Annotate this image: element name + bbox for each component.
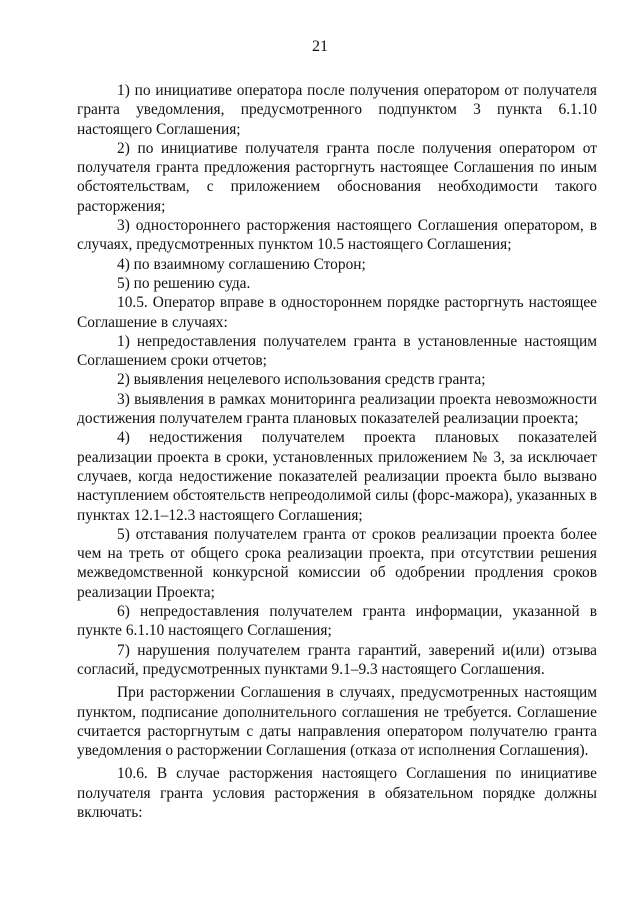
paragraph-termination-unilateral: 3) одностороннего расторжения настоящего Соглашения оператором, в случаях, предусмотренных пунктом 10.5 настоящего Соглашения; bbox=[77, 217, 597, 254]
paragraph-guarantees-violation: 7) нарушения получателем гранта гарантий, заверений и(или) отзыва согласий, предусмотренных пунктами 9.1–9.3 настоящего Соглашения. bbox=[77, 641, 597, 678]
paragraph-indicators-not-achieved: 4) недостижения получателем проекта плановых показателей реализации проекта в сроки, установленных приложением № 3, за исключает случаев, когда недостижение показателей реализации проекта было вызвано наступлением обстоятельств непреодолимой силы (форс-мажора), указанных в пунктах 12.1–12.3 настоящего Соглашения; bbox=[77, 429, 597, 524]
paragraph-information-not-provided: 6) непредоставления получателем гранта информации, указанной в пункте 6.1.10 настоящего Соглашения; bbox=[77, 603, 597, 640]
paragraph-termination-grantee-initiative: 2) по инициативе получателя гранта после получения оператором от получателя гранта предложения расторгнуть настоящее Соглашения по иным обстоятельствам, с приложением обоснования необходимости такого расторжения; bbox=[77, 139, 597, 215]
paragraph-reports-not-submitted: 1) непредоставления получателем гранта в установленные настоящим Соглашением сроки отчетов; bbox=[77, 332, 597, 370]
paragraph-termination-operator-notice: 1) по инициативе оператора после получения оператором от получателя гранта уведомления, предусмотренного подпунктом 3 пункта 6.1.10 настоящего Соглашения; bbox=[77, 82, 597, 138]
paragraph-schedule-delay: 5) отставания получателем гранта от сроков реализации проекта более чем на треть от общего срока реализации проекта, при отсутствии решения межведомственной конкурсной комиссии об одобрении продления сроков реализации Проекта; bbox=[77, 525, 597, 601]
document-body bbox=[77, 81, 597, 822]
paragraph-clause-10-5: 10.5. Оператор вправе в одностороннем порядке расторгнуть настоящее Соглашение в случаях: bbox=[77, 294, 597, 331]
paragraph-termination-procedure: При расторжении Соглашения в случаях, предусмотренных настоящим пунктом, подписание дополнительного соглашения не требуется. Соглашение считается расторгнутым с даты направления оператором получателю гранта уведомления о расторжении Соглашения (отказа от исполнения Соглашения). bbox=[77, 684, 597, 760]
paragraph-termination-court: 5) по решению суда. bbox=[117, 274, 251, 292]
paragraph-termination-mutual: 4) по взаимному соглашению Сторон; bbox=[117, 255, 366, 273]
page-number: 21 bbox=[312, 38, 328, 55]
paragraph-clause-10-6: 10.6. В случае расторжения настоящего Соглашения по инициативе получателя гранта условия расторжения в обязательном порядке должны включать: bbox=[77, 765, 597, 821]
paragraph-monitoring-impossibility: 3) выявления в рамках мониторинга реализации проекта невозможности достижения получателем гранта плановых показателей реализации проекта; bbox=[77, 390, 597, 428]
paragraph-misuse-of-funds: 2) выявления нецелевого использования средств гранта; bbox=[117, 371, 486, 389]
